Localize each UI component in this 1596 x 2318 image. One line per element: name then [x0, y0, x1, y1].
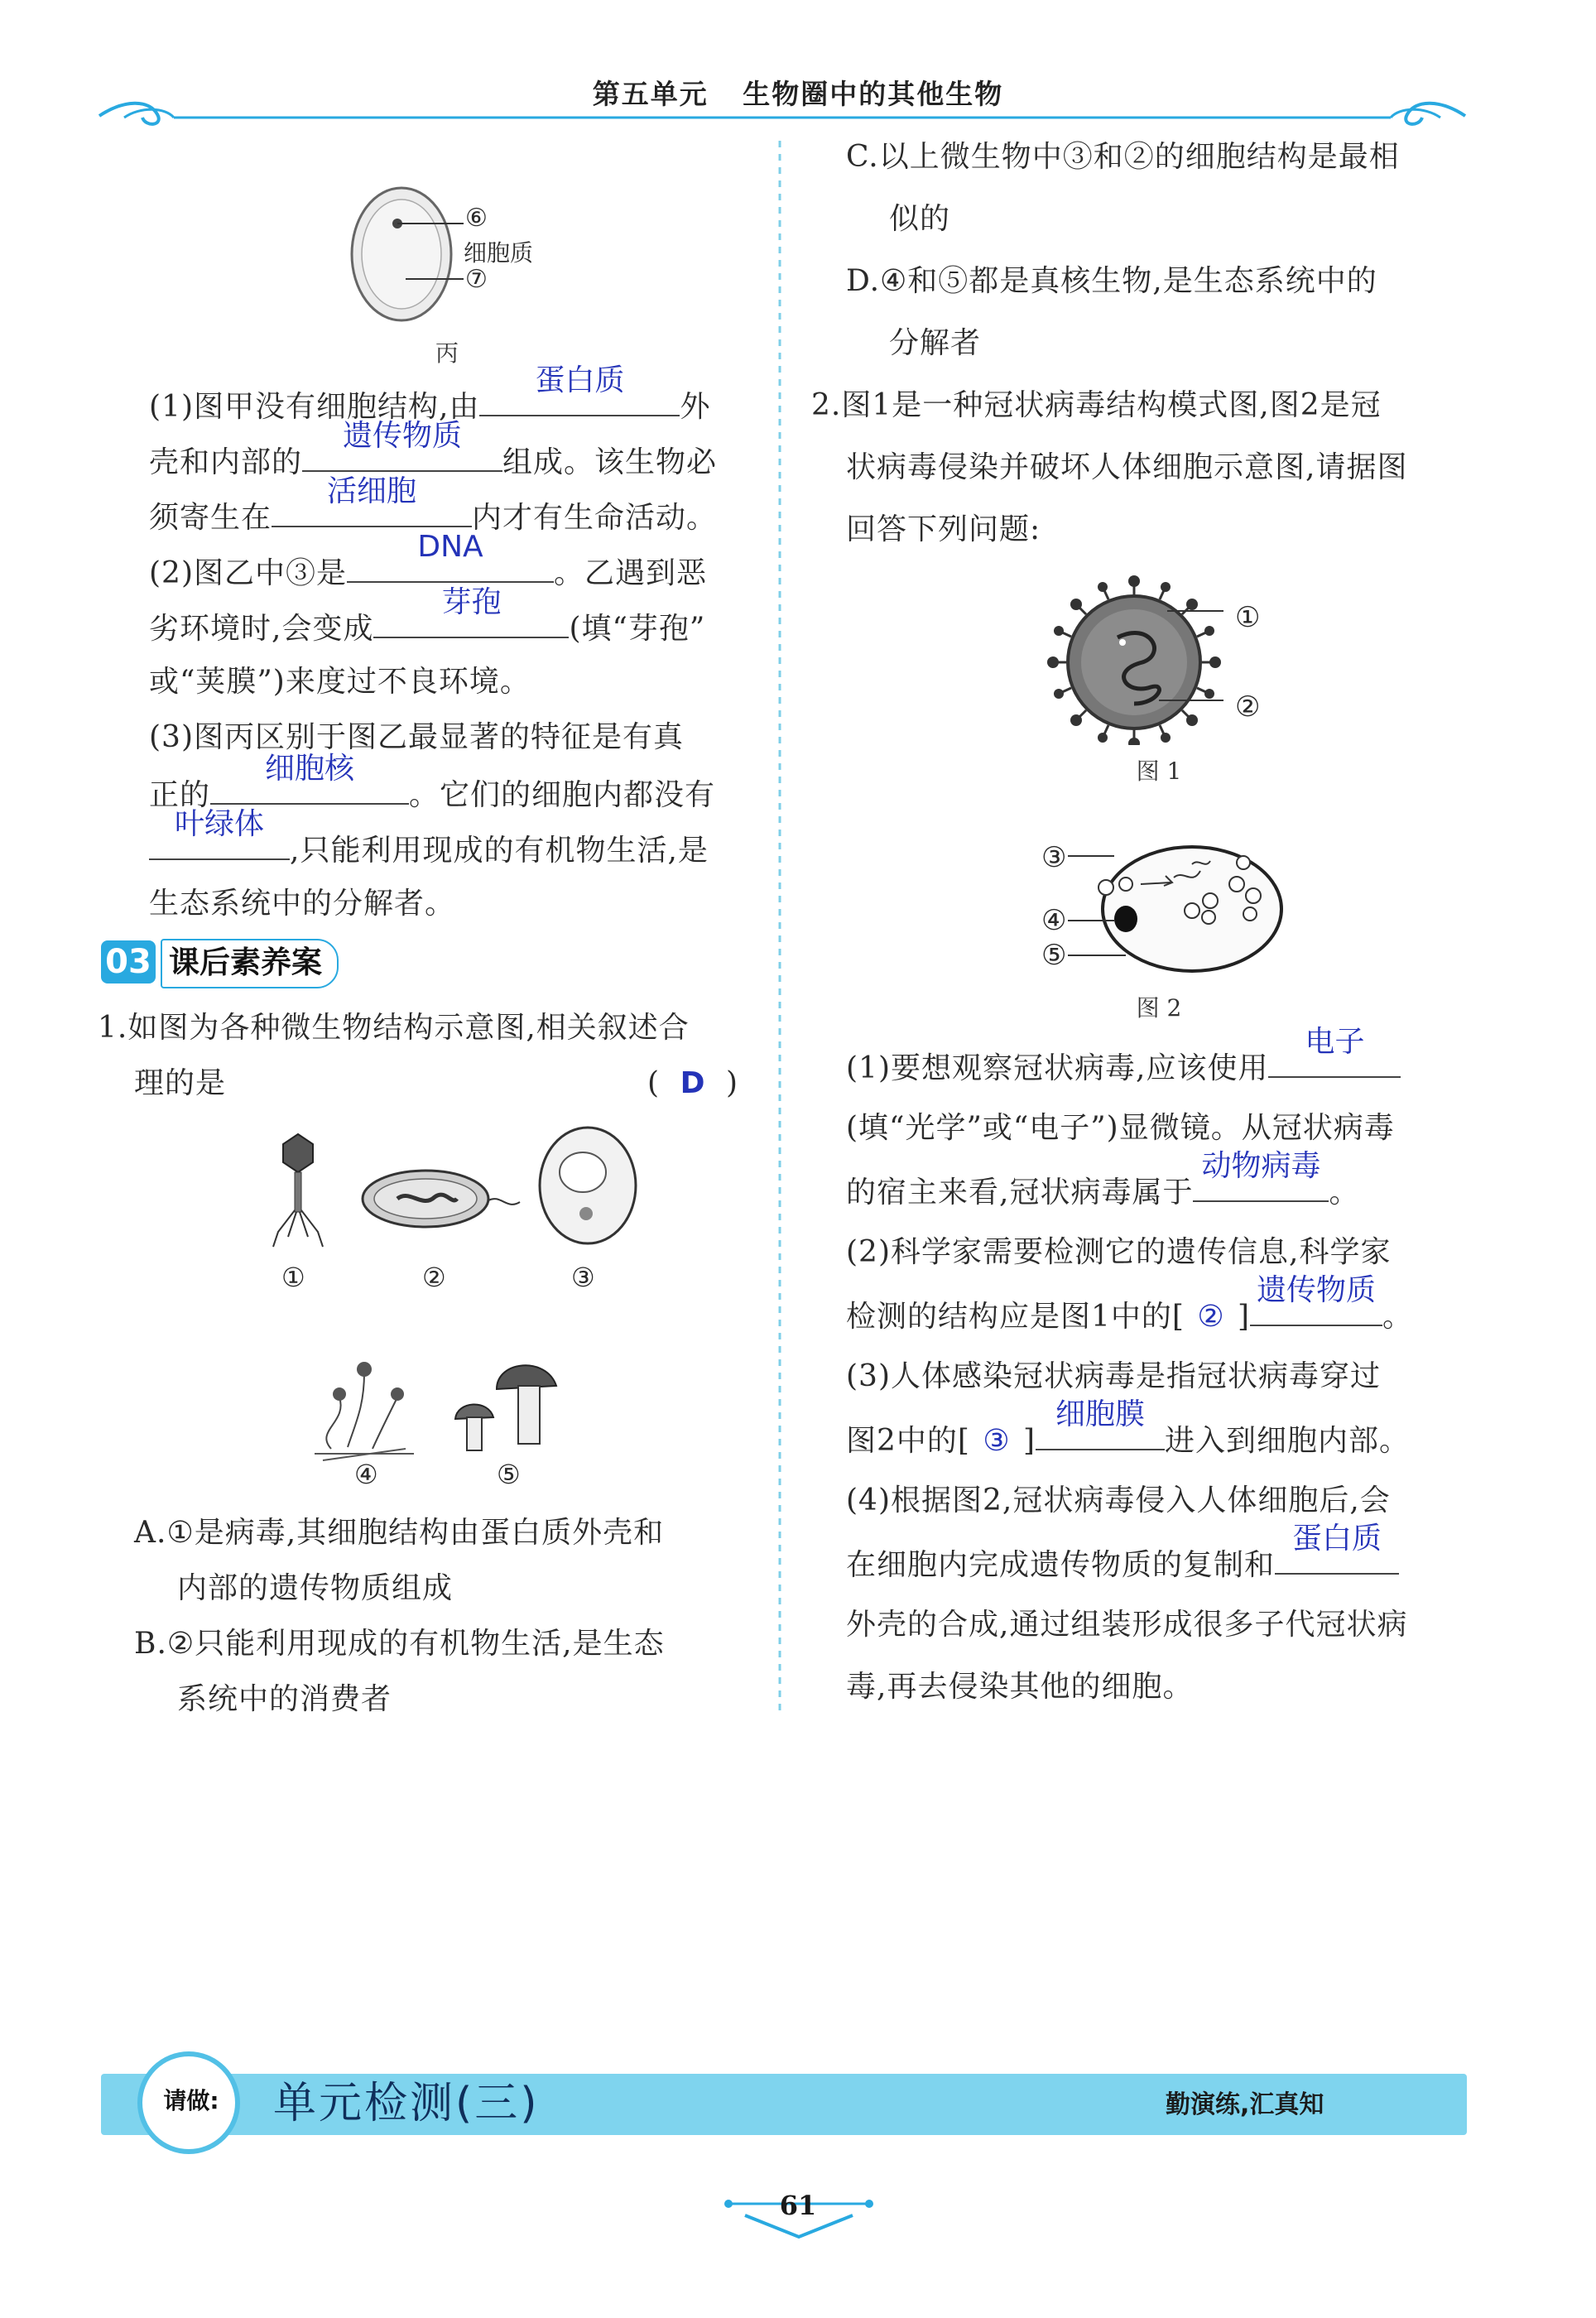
footer-unit-test-title: 单元检测(三)	[273, 2079, 540, 2128]
bacterium-icon	[363, 1171, 520, 1227]
answer-genetic-material-2: 遗传物质	[1256, 1273, 1376, 1307]
left-q2-line3: 或“荚膜”)来度过不良环境。	[149, 665, 531, 699]
answer-animal-virus: 动物病毒	[1201, 1149, 1321, 1183]
answer-spore: 芽孢	[441, 585, 502, 619]
fig1-label-2: ②	[1235, 690, 1261, 724]
microorganisms-figure	[248, 1124, 679, 1480]
unit-label: 第五单元	[592, 78, 709, 110]
fig2-label-3: ③	[1041, 841, 1067, 874]
problem2-stem-line1: 2.图1是一种冠状病毒结构模式图,图2是冠	[811, 388, 1382, 422]
answer-electron: 电子	[1305, 1025, 1365, 1059]
figure-label-7: ⑦	[465, 265, 488, 294]
answer-living-cell: 活细胞	[327, 474, 417, 508]
column-divider	[776, 141, 783, 1714]
fig2-caption: 图 2	[1136, 994, 1182, 1022]
left-q1-line3: 须寄生在 活细胞 内才有生命活动。	[149, 488, 717, 546]
problem2-q1-line3: 的宿主来看,冠状病毒属于 动物病毒 。	[846, 1162, 1359, 1220]
answer-nucleus: 细胞核	[265, 752, 355, 786]
problem1-optionC-line2: 似的	[889, 202, 951, 236]
problem2-stem-line2: 状病毒侵染并破坏人体细胞示意图,请据图	[846, 450, 1408, 484]
answer-structure-3: ③	[983, 1424, 1011, 1458]
problem1-optionB-line1: B.②只能利用现成的有机物生活,是生态	[134, 1627, 665, 1661]
unit-title: 生物圈中的其他生物	[743, 78, 1004, 110]
mold-icon	[315, 1362, 414, 1460]
left-q2-line2: 劣环境时,会变成 芽孢 (填“芽孢”	[149, 599, 705, 656]
left-q2-line1: (2)图乙中③是 DNA 。乙遇到恶	[149, 543, 707, 601]
problem2-q3-line2: 图2中的[ ③ ] 细胞膜 进入到细胞内部。	[846, 1411, 1410, 1469]
answer-chloroplast: 叶绿体	[174, 807, 264, 841]
figure-label-1: ①	[281, 1262, 305, 1293]
bacteriophage-icon	[273, 1134, 323, 1247]
left-q3-line3: 叶绿体 ,只能利用现成的有机物生活,是	[149, 820, 709, 878]
figure-label-4: ④	[354, 1459, 378, 1490]
figure-label-cytoplasm: 细胞质	[464, 239, 534, 267]
section-title: 课后素养案	[161, 939, 339, 988]
problem1-optionA-line2: 内部的遗传物质组成	[177, 1571, 454, 1605]
answer-structure-2: ②	[1197, 1300, 1225, 1334]
problem2-q2-line1: (2)科学家需要检测它的遗传信息,科学家	[846, 1235, 1392, 1269]
left-q3-line1: (3)图丙区别于图乙最显著的特征是有真	[149, 720, 684, 754]
fig1-label-1: ①	[1235, 601, 1261, 634]
problem2-q1-line2: (填“光学”或“电子”)显微镜。从冠状病毒	[846, 1111, 1395, 1145]
problem1-stem-line1: 1.如图为各种微生物结构示意图,相关叙述合	[98, 1011, 690, 1045]
figure-label-3: ③	[571, 1262, 595, 1293]
problem2-q4-line2: 在细胞内完成遗传物质的复制和 蛋白质	[846, 1535, 1399, 1593]
fig2-label-5: ⑤	[1041, 939, 1067, 972]
footer-slogan: 勤演练,汇真知	[1166, 2090, 1324, 2119]
problem1-stem-line2: 理的是	[134, 1066, 227, 1100]
left-q1-line2: 壳和内部的 遗传物质 组成。该生物必	[149, 432, 717, 490]
footer-please-do-button[interactable]: 请做:	[163, 2087, 219, 2114]
header-ornament-line	[91, 98, 1473, 131]
left-q3-line4: 生态系统中的分解者。	[149, 887, 456, 921]
answer-protein-2: 蛋白质	[1292, 1522, 1382, 1556]
problem2-q2-line2: 检测的结构应是图1中的[ ② ] 遗传物质 。	[846, 1286, 1413, 1344]
problem1-optionA-line1: A.①是病毒,其细胞结构由蛋白质外壳和	[134, 1516, 665, 1550]
fig1-caption: 图 1	[1136, 757, 1182, 785]
answer-protein: 蛋白质	[535, 363, 625, 397]
section-number: 03	[101, 940, 156, 983]
fig2-label-4: ④	[1041, 904, 1067, 937]
left-q1-line1: (1)图甲没有细胞结构,由 蛋白质 外	[149, 377, 710, 435]
answer-genetic-material: 遗传物质	[343, 419, 463, 453]
figure-label-6: ⑥	[465, 204, 488, 233]
infection-figure	[1068, 836, 1291, 977]
problem2-q1-line1: (1)要想观察冠状病毒,应该使用 电子	[846, 1038, 1401, 1096]
problem2-q4-line4: 毒,再去侵染其他的细胞。	[846, 1670, 1194, 1704]
problem2-q3-line1: (3)人体感染冠状病毒是指冠状病毒穿过	[846, 1359, 1381, 1393]
yeast-icon	[540, 1128, 636, 1243]
figure-label-5: ⑤	[497, 1459, 521, 1490]
problem2-stem-line3: 回答下列问题:	[846, 512, 1041, 546]
problem2-q4-line1: (4)根据图2,冠状病毒侵入人体细胞后,会	[846, 1484, 1391, 1517]
answer-dna: DNA	[417, 530, 483, 564]
problem2-q4-line3: 外壳的合成,通过组装形成很多子代冠状病	[846, 1608, 1408, 1642]
problem1-optionC-line1: C.以上微生物中③和②的细胞结构是最相	[846, 140, 1400, 174]
answer-cell-membrane: 细胞膜	[1055, 1397, 1145, 1431]
left-q3-line2: 正的 细胞核 。它们的细胞内都没有	[149, 765, 715, 823]
figure-label-2: ②	[422, 1262, 446, 1293]
mushroom-icon	[455, 1365, 556, 1450]
problem1-answer: ( D )	[647, 1066, 739, 1100]
figure-caption-bing: 丙	[435, 339, 459, 367]
problem1-optionD-line1: D.④和⑤都是真核生物,是生态系统中的	[846, 264, 1377, 298]
problem1-optionB-line2: 系统中的消费者	[177, 1682, 392, 1716]
page-number: 61	[779, 2190, 817, 2221]
problem1-optionD-line2: 分解者	[889, 326, 982, 360]
